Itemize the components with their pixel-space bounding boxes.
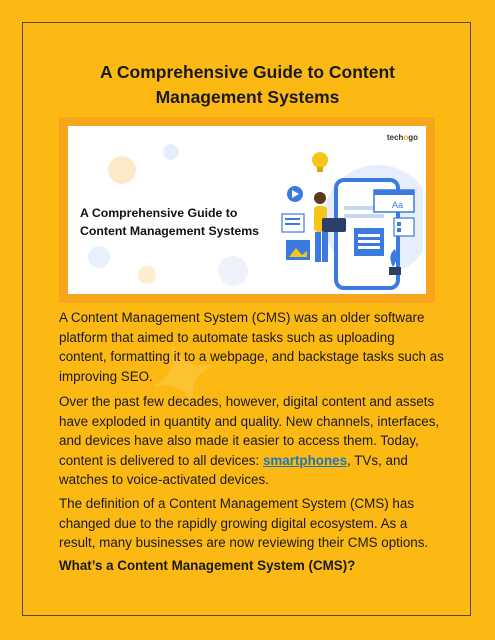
banner-card <box>68 126 426 294</box>
decor-blob <box>218 256 248 286</box>
techugo-logo: techogo <box>386 133 418 142</box>
person-laptop-cms-illustration-icon <box>278 142 423 292</box>
page-title <box>60 60 435 110</box>
decor-blob <box>163 144 179 160</box>
decor-blob <box>138 266 156 284</box>
banner-image <box>59 117 435 303</box>
section-heading: What’s a Content Management System (CMS)? <box>59 558 356 573</box>
decor-blob <box>88 246 110 268</box>
title-line-1: A Comprehensive Guide to Content <box>100 62 395 82</box>
watermark: ✦ <box>136 322 235 431</box>
title-line-2: Management Systems <box>155 87 340 107</box>
svg-text:Aa: Aa <box>392 200 404 210</box>
paragraph-3: The definition of a Content Management System (CMS) has changed due to the rapidly growing digital ecosystem. As a result, many businesses are now reviewing their CMS options. <box>59 496 429 550</box>
banner-heading: A Comprehensive Guide to Content Management Systems <box>80 206 260 238</box>
paragraph-1: A Content Management System (CMS) was an older software platform that aimed to automate tasks such as uploading content, formatting it to a webpage, and backstage tasks such as improving SEO. <box>59 310 444 384</box>
decor-blob <box>108 156 136 184</box>
paragraph-2: Over the past few decades, however, digital content and assets have exploded in quantity and quality. New channels, interfaces, and devices have also made it easier to access them. Today, content is delivered to all devices: smartphones, TVs, and watches to voice-activated devices. <box>59 394 440 487</box>
smartphones-link[interactable]: smartphones <box>262 452 348 468</box>
